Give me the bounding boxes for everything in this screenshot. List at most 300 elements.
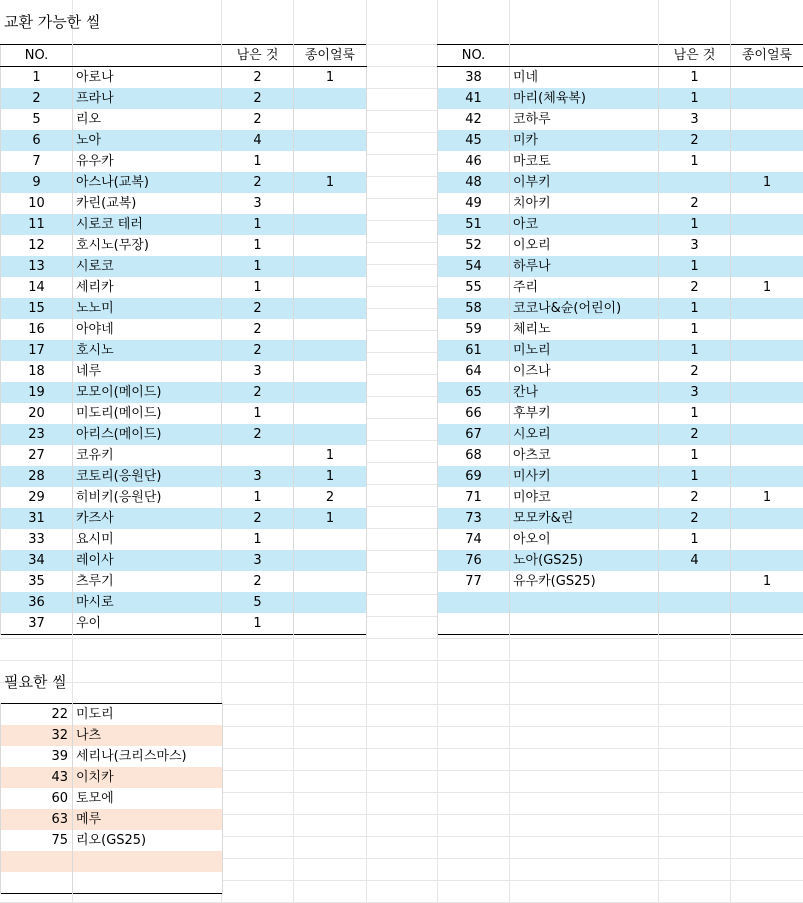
cell-remaining[interactable] [659, 613, 731, 635]
cell-remaining[interactable]: 2 [222, 298, 294, 319]
cell-paper[interactable] [294, 214, 367, 235]
cell-no[interactable]: 51 [438, 214, 510, 235]
cell-name[interactable]: 리오 [73, 109, 222, 130]
cell-paper[interactable] [294, 88, 367, 109]
cell-no[interactable]: 66 [438, 403, 510, 424]
cell-paper[interactable] [731, 466, 803, 487]
cell-remaining[interactable]: 2 [222, 109, 294, 130]
cell-name[interactable]: 아야네 [73, 319, 222, 340]
cell-remaining[interactable]: 1 [659, 67, 731, 89]
cell-remaining[interactable]: 2 [659, 193, 731, 214]
cell-no[interactable] [438, 613, 510, 635]
cell-name[interactable]: 모모이(메이드) [73, 382, 222, 403]
table-row [438, 571, 803, 592]
cell-remaining[interactable]: 3 [659, 382, 731, 403]
table-row [1, 830, 223, 851]
cell-name[interactable]: 세리카 [73, 277, 222, 298]
table-row [438, 508, 803, 529]
cell-name[interactable]: 우이 [73, 613, 222, 635]
cell-name[interactable]: 이오리 [510, 235, 659, 256]
cell-no[interactable]: 13 [1, 256, 73, 277]
cell-remaining[interactable]: 1 [222, 151, 294, 172]
cell-name[interactable]: 이즈나 [510, 361, 659, 382]
cell-name[interactable]: 카린(교복) [73, 193, 222, 214]
cell-name[interactable]: 시로코 테러 [73, 214, 222, 235]
table-row [438, 172, 803, 193]
cell-no[interactable]: 49 [438, 193, 510, 214]
cell-no[interactable]: 71 [438, 487, 510, 508]
cell-name[interactable]: 아리스(메이드) [73, 424, 222, 445]
cell-no[interactable]: 27 [1, 445, 73, 466]
cell-no[interactable]: 46 [438, 151, 510, 172]
cell-remaining[interactable]: 1 [659, 529, 731, 550]
cell-paper[interactable] [731, 88, 803, 109]
cell-remaining[interactable]: 2 [222, 172, 294, 193]
table-row [438, 277, 803, 298]
table-row [438, 109, 803, 130]
cell-paper[interactable] [294, 235, 367, 256]
cell-name[interactable]: 미야코 [510, 487, 659, 508]
table-row [438, 361, 803, 382]
cell-no[interactable]: 59 [438, 319, 510, 340]
cell-name[interactable]: 메루 [73, 809, 223, 830]
cell-paper[interactable]: 2 [294, 487, 367, 508]
cell-no[interactable]: 41 [438, 88, 510, 109]
header-remaining[interactable]: 남은 것 [659, 45, 731, 67]
gridline [0, 660, 803, 661]
cell-remaining[interactable]: 2 [659, 361, 731, 382]
cell-paper[interactable] [294, 151, 367, 172]
cell-no[interactable]: 76 [438, 550, 510, 571]
cell-name[interactable]: 아로나 [73, 67, 222, 89]
cell-name[interactable]: 미도리 [73, 704, 223, 726]
cell-name[interactable]: 칸나 [510, 382, 659, 403]
cell-remaining[interactable]: 2 [222, 571, 294, 592]
cell-paper[interactable] [731, 613, 803, 635]
cell-paper[interactable]: 1 [731, 487, 803, 508]
cell-paper[interactable] [731, 361, 803, 382]
cell-name[interactable]: 노아(GS25) [510, 550, 659, 571]
table-row [1, 88, 367, 109]
table-row [1, 746, 223, 767]
cell-remaining[interactable]: 2 [659, 130, 731, 151]
cell-remaining[interactable]: 2 [222, 382, 294, 403]
table-row [1, 109, 367, 130]
cell-paper[interactable]: 1 [294, 445, 367, 466]
cell-remaining[interactable]: 5 [222, 592, 294, 613]
cell-no[interactable]: 17 [1, 340, 73, 361]
cell-name[interactable]: 아오이 [510, 529, 659, 550]
cell-name[interactable]: 미도리(메이드) [73, 403, 222, 424]
cell-no[interactable]: 37 [1, 613, 73, 635]
cell-paper[interactable]: 1 [294, 172, 367, 193]
table-row [1, 319, 367, 340]
table-row [1, 725, 223, 746]
cell-remaining[interactable]: 3 [222, 550, 294, 571]
cell-remaining[interactable]: 3 [659, 109, 731, 130]
cell-remaining[interactable]: 2 [222, 340, 294, 361]
cell-no[interactable]: 11 [1, 214, 73, 235]
cell-no[interactable] [1, 851, 73, 872]
cell-name[interactable]: 주리 [510, 277, 659, 298]
cell-name[interactable]: 체리노 [510, 319, 659, 340]
gridline [0, 638, 803, 639]
cell-name[interactable]: 이치카 [73, 767, 223, 788]
cell-no[interactable]: 28 [1, 466, 73, 487]
cell-paper[interactable] [731, 109, 803, 130]
cell-no[interactable]: 15 [1, 298, 73, 319]
table-row [438, 592, 803, 613]
table-row [438, 319, 803, 340]
cell-name[interactable]: 레이사 [73, 550, 222, 571]
cell-name[interactable]: 토모에 [73, 788, 223, 809]
cell-name[interactable]: 마코토 [510, 151, 659, 172]
cell-name[interactable]: 코토리(응원단) [73, 466, 222, 487]
cell-no[interactable]: 36 [1, 592, 73, 613]
cell-name[interactable] [73, 872, 223, 894]
cell-paper[interactable] [731, 214, 803, 235]
cell-name[interactable]: 시로코 [73, 256, 222, 277]
table-row [1, 340, 367, 361]
cell-no[interactable]: 20 [1, 403, 73, 424]
cell-remaining[interactable]: 2 [659, 424, 731, 445]
cell-no[interactable]: 6 [1, 130, 73, 151]
cell-name[interactable]: 코하루 [510, 109, 659, 130]
cell-no[interactable]: 65 [438, 382, 510, 403]
cell-paper[interactable] [731, 151, 803, 172]
cell-paper[interactable] [294, 298, 367, 319]
exchange-table-left [0, 44, 367, 635]
table-row [1, 67, 367, 89]
cell-remaining[interactable]: 1 [222, 235, 294, 256]
table-row [438, 487, 803, 508]
table-row [1, 214, 367, 235]
cell-no[interactable]: 14 [1, 277, 73, 298]
cell-name[interactable]: 호시노 [73, 340, 222, 361]
header-paper[interactable]: 종이얼룩 [294, 45, 367, 67]
cell-remaining[interactable]: 1 [222, 214, 294, 235]
table-row [1, 424, 367, 445]
cell-remaining[interactable]: 1 [659, 340, 731, 361]
table-row [438, 193, 803, 214]
table-row [438, 151, 803, 172]
cell-paper[interactable] [294, 319, 367, 340]
cell-no[interactable]: 5 [1, 109, 73, 130]
cell-name[interactable]: 노노미 [73, 298, 222, 319]
header-name[interactable] [510, 45, 659, 67]
table-row [438, 256, 803, 277]
cell-paper[interactable]: 1 [731, 277, 803, 298]
cell-paper[interactable] [731, 508, 803, 529]
cell-remaining[interactable]: 4 [222, 130, 294, 151]
header-no[interactable]: NO. [438, 45, 510, 67]
table-row [1, 172, 367, 193]
cell-paper[interactable] [731, 550, 803, 571]
cell-no[interactable]: 74 [438, 529, 510, 550]
table-row [438, 88, 803, 109]
cell-remaining[interactable]: 1 [222, 277, 294, 298]
cell-no[interactable]: 45 [438, 130, 510, 151]
header-paper[interactable]: 종이얼룩 [731, 45, 803, 67]
cell-paper[interactable] [731, 298, 803, 319]
cell-name[interactable]: 미노리 [510, 340, 659, 361]
cell-no[interactable] [438, 592, 510, 613]
cell-name[interactable]: 치아키 [510, 193, 659, 214]
cell-name[interactable]: 아츠코 [510, 445, 659, 466]
cell-no[interactable]: 31 [1, 508, 73, 529]
header-no[interactable]: NO. [1, 45, 73, 67]
cell-paper[interactable] [731, 424, 803, 445]
cell-name[interactable]: 이부키 [510, 172, 659, 193]
cell-paper[interactable] [294, 277, 367, 298]
cell-name[interactable]: 미네 [510, 67, 659, 89]
cell-no[interactable]: 69 [438, 466, 510, 487]
cell-no[interactable]: 64 [438, 361, 510, 382]
table-row [1, 193, 367, 214]
cell-remaining[interactable]: 1 [659, 151, 731, 172]
cell-remaining[interactable]: 2 [222, 424, 294, 445]
cell-no[interactable]: 63 [1, 809, 73, 830]
table-row [438, 214, 803, 235]
cell-remaining[interactable]: 4 [659, 550, 731, 571]
cell-paper[interactable] [294, 382, 367, 403]
cell-name[interactable]: 리오(GS25) [73, 830, 223, 851]
cell-paper[interactable]: 1 [294, 508, 367, 529]
table-row [1, 571, 367, 592]
cell-paper[interactable] [294, 130, 367, 151]
cell-name[interactable]: 히비키(응원단) [73, 487, 222, 508]
cell-remaining[interactable]: 1 [659, 445, 731, 466]
cell-no[interactable]: 18 [1, 361, 73, 382]
cell-remaining[interactable]: 1 [222, 487, 294, 508]
table-row [438, 235, 803, 256]
cell-remaining[interactable]: 3 [222, 466, 294, 487]
cell-name[interactable]: 미카 [510, 130, 659, 151]
cell-paper[interactable] [294, 592, 367, 613]
cell-paper[interactable] [294, 193, 367, 214]
cell-paper[interactable] [731, 529, 803, 550]
cell-name[interactable]: 세리나(크리스마스) [73, 746, 223, 767]
table-row [1, 382, 367, 403]
cell-paper[interactable] [731, 193, 803, 214]
table-row [438, 382, 803, 403]
table-row [1, 256, 367, 277]
cell-no[interactable]: 19 [1, 382, 73, 403]
table-row [1, 508, 367, 529]
cell-remaining[interactable] [659, 571, 731, 592]
cell-paper[interactable] [294, 361, 367, 382]
cell-no[interactable]: 10 [1, 193, 73, 214]
cell-paper[interactable]: 1 [294, 67, 367, 89]
cell-no[interactable]: 7 [1, 151, 73, 172]
cell-no[interactable]: 58 [438, 298, 510, 319]
cell-no[interactable]: 77 [438, 571, 510, 592]
table-row [1, 613, 367, 635]
table-row [1, 445, 367, 466]
cell-remaining[interactable]: 1 [659, 88, 731, 109]
cell-name[interactable]: 나츠 [73, 725, 223, 746]
cell-no[interactable]: 38 [438, 67, 510, 89]
cell-name[interactable]: 모모카&린 [510, 508, 659, 529]
cell-name[interactable]: 시오리 [510, 424, 659, 445]
cell-paper[interactable] [731, 256, 803, 277]
cell-name[interactable]: 요시미 [73, 529, 222, 550]
cell-no[interactable]: 2 [1, 88, 73, 109]
cell-paper[interactable] [294, 550, 367, 571]
table-row [438, 445, 803, 466]
cell-name[interactable]: 하루나 [510, 256, 659, 277]
cell-no[interactable]: 35 [1, 571, 73, 592]
cell-no[interactable]: 23 [1, 424, 73, 445]
cell-name[interactable]: 아코 [510, 214, 659, 235]
cell-remaining[interactable]: 2 [222, 67, 294, 89]
cell-remaining[interactable]: 2 [659, 277, 731, 298]
cell-no[interactable]: 55 [438, 277, 510, 298]
cell-name[interactable] [510, 592, 659, 613]
table-row [1, 361, 367, 382]
cell-paper[interactable] [731, 130, 803, 151]
table-row [1, 151, 367, 172]
cell-paper[interactable] [731, 67, 803, 89]
cell-remaining[interactable]: 1 [659, 466, 731, 487]
cell-remaining[interactable]: 1 [659, 319, 731, 340]
cell-remaining[interactable]: 1 [222, 613, 294, 635]
cell-no[interactable]: 75 [1, 830, 73, 851]
cell-no[interactable]: 60 [1, 788, 73, 809]
exchange-title: 교환 가능한 씰 [4, 13, 101, 31]
table-row [1, 851, 223, 872]
cell-no[interactable]: 12 [1, 235, 73, 256]
table-row [438, 403, 803, 424]
cell-no[interactable]: 22 [1, 704, 73, 726]
cell-paper[interactable] [294, 613, 367, 635]
cell-paper[interactable] [294, 571, 367, 592]
table-row [438, 424, 803, 445]
cell-name[interactable]: 후부키 [510, 403, 659, 424]
cell-name[interactable]: 호시노(무장) [73, 235, 222, 256]
table-row [1, 298, 367, 319]
cell-paper[interactable] [294, 424, 367, 445]
cell-paper[interactable] [294, 403, 367, 424]
cell-no[interactable]: 48 [438, 172, 510, 193]
cell-name[interactable]: 유우카 [73, 151, 222, 172]
cell-paper[interactable] [731, 235, 803, 256]
cell-name[interactable]: 노아 [73, 130, 222, 151]
cell-no[interactable]: 68 [438, 445, 510, 466]
cell-name[interactable]: 츠루기 [73, 571, 222, 592]
cell-remaining[interactable]: 1 [222, 256, 294, 277]
cell-name[interactable]: 마리(체육복) [510, 88, 659, 109]
cell-remaining[interactable]: 1 [659, 403, 731, 424]
cell-remaining[interactable]: 3 [222, 193, 294, 214]
header-remaining[interactable]: 남은 것 [222, 45, 294, 67]
cell-remaining[interactable]: 3 [222, 361, 294, 382]
cell-paper[interactable] [294, 529, 367, 550]
cell-paper[interactable]: 1 [731, 571, 803, 592]
gridline [0, 682, 803, 683]
cell-no[interactable]: 42 [438, 109, 510, 130]
cell-remaining[interactable] [222, 445, 294, 466]
cell-no[interactable] [1, 872, 73, 894]
cell-no[interactable]: 32 [1, 725, 73, 746]
cell-no[interactable]: 43 [1, 767, 73, 788]
cell-no[interactable]: 33 [1, 529, 73, 550]
cell-name[interactable]: 마시로 [73, 592, 222, 613]
cell-paper[interactable] [731, 382, 803, 403]
cell-name[interactable] [73, 851, 223, 872]
cell-remaining[interactable]: 1 [222, 529, 294, 550]
cell-name[interactable]: 카즈사 [73, 508, 222, 529]
needed-title: 필요한 씰 [4, 673, 67, 691]
cell-paper[interactable] [731, 340, 803, 361]
table-row [438, 298, 803, 319]
cell-no[interactable]: 34 [1, 550, 73, 571]
table-row [1, 277, 367, 298]
cell-remaining[interactable] [659, 172, 731, 193]
cell-name[interactable]: 유우카(GS25) [510, 571, 659, 592]
cell-remaining[interactable]: 2 [222, 88, 294, 109]
needed-table [0, 703, 223, 894]
table-row [1, 704, 223, 726]
cell-remaining[interactable]: 2 [659, 487, 731, 508]
cell-remaining[interactable]: 2 [222, 319, 294, 340]
table-row [1, 235, 367, 256]
cell-paper[interactable]: 1 [294, 466, 367, 487]
cell-remaining[interactable]: 1 [659, 256, 731, 277]
cell-no[interactable]: 1 [1, 67, 73, 89]
cell-paper[interactable] [294, 109, 367, 130]
cell-no[interactable]: 73 [438, 508, 510, 529]
cell-name[interactable] [510, 613, 659, 635]
table-row [1, 403, 367, 424]
table-row [438, 130, 803, 151]
cell-paper[interactable] [731, 319, 803, 340]
cell-name[interactable]: 코유키 [73, 445, 222, 466]
cell-name[interactable]: 네루 [73, 361, 222, 382]
cell-no[interactable]: 52 [438, 235, 510, 256]
table-row [1, 487, 367, 508]
table-row [438, 466, 803, 487]
cell-paper[interactable] [294, 256, 367, 277]
header-name[interactable] [73, 45, 222, 67]
cell-name[interactable]: 아스나(교복) [73, 172, 222, 193]
cell-name[interactable]: 프라나 [73, 88, 222, 109]
cell-paper[interactable] [731, 445, 803, 466]
table-row [438, 67, 803, 89]
cell-no[interactable]: 9 [1, 172, 73, 193]
cell-no[interactable]: 39 [1, 746, 73, 767]
cell-paper[interactable] [731, 403, 803, 424]
cell-no[interactable]: 29 [1, 487, 73, 508]
cell-remaining[interactable]: 3 [659, 235, 731, 256]
cell-remaining[interactable]: 2 [659, 508, 731, 529]
cell-paper[interactable] [294, 340, 367, 361]
cell-no[interactable]: 54 [438, 256, 510, 277]
cell-name[interactable]: 미사키 [510, 466, 659, 487]
table-row [438, 340, 803, 361]
cell-name[interactable]: 코코나&슌(어린이) [510, 298, 659, 319]
cell-remaining[interactable]: 1 [222, 403, 294, 424]
cell-paper[interactable] [731, 592, 803, 613]
cell-remaining[interactable]: 1 [659, 298, 731, 319]
cell-remaining[interactable] [659, 592, 731, 613]
cell-paper[interactable]: 1 [731, 172, 803, 193]
cell-remaining[interactable]: 1 [659, 214, 731, 235]
cell-remaining[interactable]: 2 [222, 508, 294, 529]
cell-no[interactable]: 16 [1, 319, 73, 340]
cell-no[interactable]: 67 [438, 424, 510, 445]
cell-no[interactable]: 61 [438, 340, 510, 361]
